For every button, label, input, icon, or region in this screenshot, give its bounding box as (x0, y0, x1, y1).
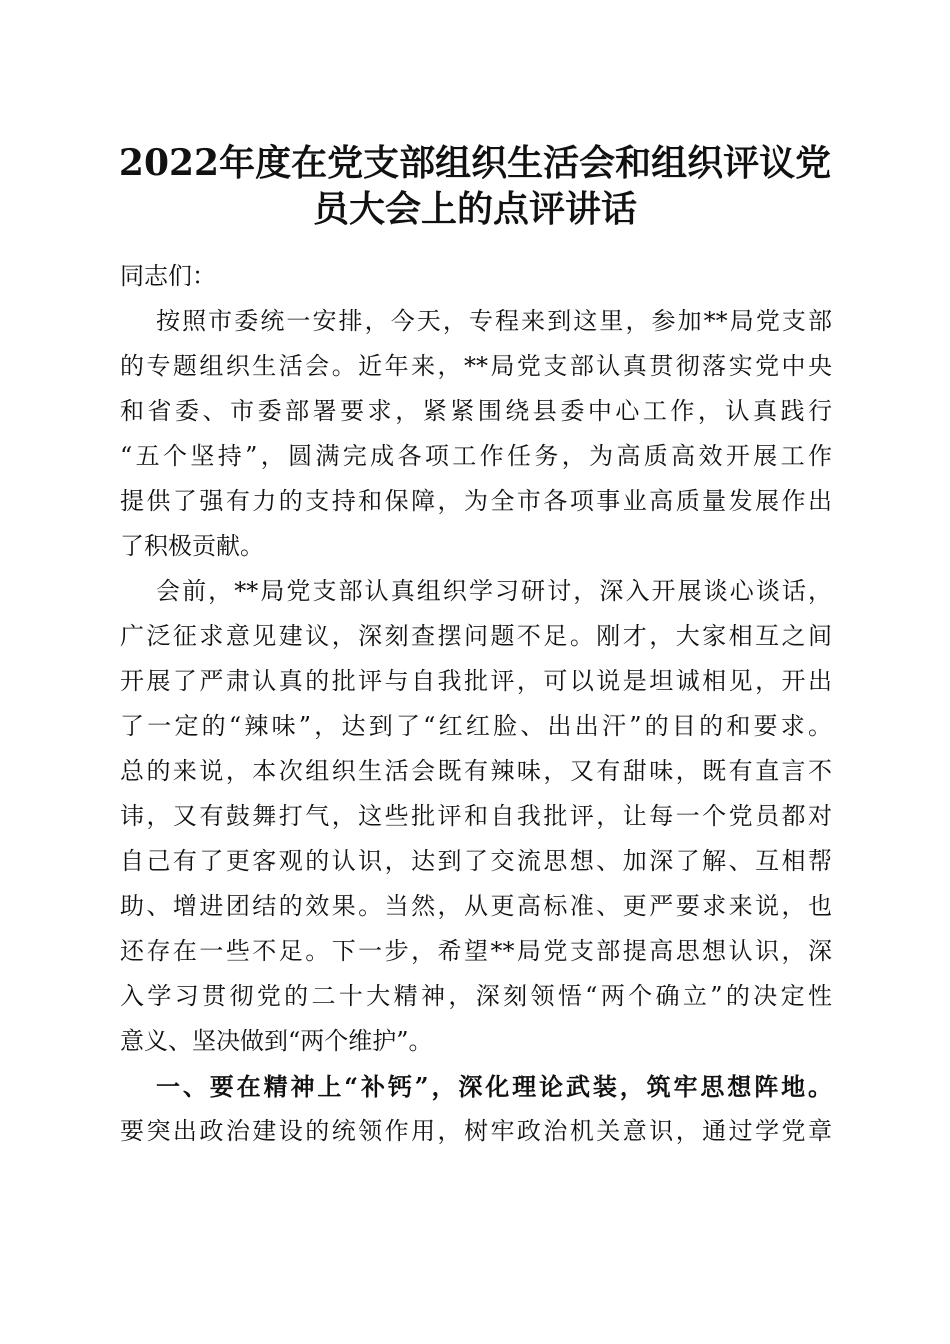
document-body (120, 254, 832, 1154)
paragraph-line: 了积极贡献。 (120, 532, 264, 560)
paragraph-line: 提供了强有力的支持和保障，为全市各项事业高质量发展作出 (120, 487, 832, 515)
paragraph-line: 要突出政治建设的统领作用，树牢政治机关意识，通过学党章 (120, 1117, 832, 1145)
title-line-1: 2022年度在党支部组织生活会和组织评议党 (118, 142, 832, 184)
paragraph-line: 总的来说，本次组织生活会既有辣味，又有甜味，既有直言不 (120, 757, 832, 785)
title-line-2: 员大会上的点评讲话 (312, 188, 637, 230)
paragraph-line: 助、增进团结的效果。当然，从更高标准、更严要求来说，也 (120, 892, 832, 920)
paragraph-line: 还存在一些不足。下一步，希望**局党支部提高思想认识，深 (120, 937, 832, 965)
section-heading-line: 一、要在精神上“补钙”，深化理论武装，筑牢思想阵地。 (156, 1072, 832, 1101)
paragraph-line: 广泛征求意见建议，深刻查摆问题不足。刚才，大家相互之间 (120, 622, 832, 650)
paragraph-line: 开展了严肃认真的批评与自我批评，可以说是坦诚相见，开出 (120, 667, 832, 695)
paragraph-line: 会前，**局党支部认真组织学习研讨，深入开展谈心谈话， (156, 577, 832, 605)
paragraph-line: “五个坚持”，圆满完成各项工作任务，为高质高效开展工作 (120, 442, 832, 470)
paragraph-line: 了一定的“辣味”，达到了“红红脸、出出汗”的目的和要求。 (120, 712, 832, 740)
paragraph-line: 和省委、市委部署要求，紧紧围绕县委中心工作，认真践行 (120, 397, 832, 425)
paragraph-line: 自己有了更客观的认识，达到了交流思想、加深了解、互相帮 (120, 847, 832, 875)
paragraph-line: 讳，又有鼓舞打气，这些批评和自我批评，让每一个党员都对 (120, 802, 832, 830)
paragraph-line: 的专题组织生活会。近年来，**局党支部认真贯彻落实党中央 (120, 352, 832, 380)
document-title (100, 140, 850, 232)
paragraph-line: 意义、坚决做到“两个维护”。 (120, 1027, 433, 1055)
paragraph-line: 入学习贯彻党的二十大精神，深刻领悟“两个确立”的决定性 (120, 982, 832, 1010)
paragraph-line: 同志们： (120, 262, 216, 290)
paragraph-line: 按照市委统一安排，今天，专程来到这里，参加**局党支部 (156, 307, 832, 335)
